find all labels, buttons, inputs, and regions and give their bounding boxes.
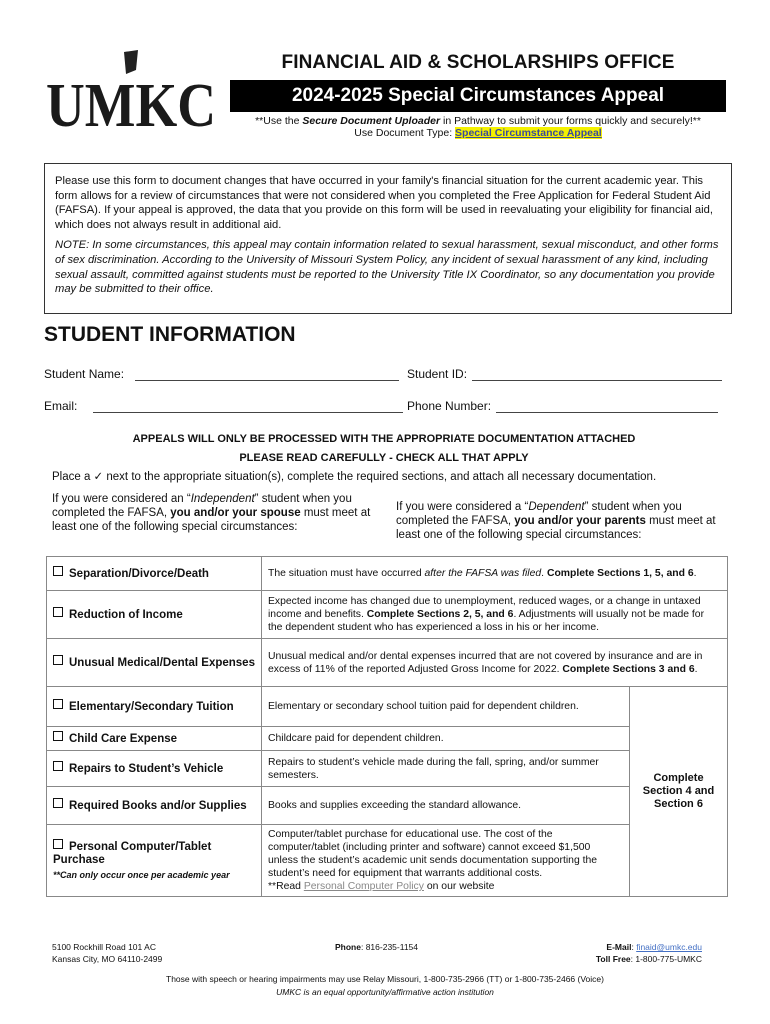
complete-sections-note: Complete Section 4 and Section 6 <box>630 687 728 897</box>
footer-address: 5100 Rockhill Road 101 AC Kansas City, MO 64110-2499 <box>52 942 163 964</box>
umkc-logo <box>46 48 218 140</box>
situation-description: The situation must have occurred after the FAFSA was filed. Complete Sections 1, 5, and 6. <box>262 557 728 591</box>
situation-label: Required Books and/or Supplies <box>47 787 262 825</box>
situation-description: Books and supplies exceeding the standard allowance. <box>262 787 630 825</box>
independent-instructions: If you were considered an “Independent” student when you completed the FAFSA, you and/or your spouse must meet at least one of the following special circumstances: <box>52 493 371 533</box>
checkbox[interactable] <box>53 798 63 808</box>
situation-label: Repairs to Student’s Vehicle <box>47 751 262 787</box>
footer-contact: E-Mail: finaid@umkc.edu Toll Free: 1-800-775-UMKC <box>595 942 702 964</box>
upload-instructions: **Use the Secure Document Uploader in Pathway to submit your forms quickly and securely!** Use Document Type: Special Circumstance Appeal <box>255 115 701 139</box>
checkbox[interactable] <box>53 655 63 665</box>
situation-label: Reduction of Income <box>47 591 262 639</box>
table-row <box>47 825 728 897</box>
email-link[interactable]: finaid@umkc.edu <box>636 942 702 952</box>
student-id-input[interactable] <box>472 368 722 381</box>
checkbox[interactable] <box>53 839 63 849</box>
student-id-field[interactable]: Student ID: <box>407 367 722 381</box>
email-input[interactable] <box>93 400 403 413</box>
footer-phone: Phone: 816-235-1154 <box>335 942 419 952</box>
table-row <box>47 787 728 825</box>
table-row <box>47 591 728 639</box>
table-row <box>47 687 728 727</box>
situation-description: Repairs to student’s vehicle made during the fall, spring, and/or summer semesters. <box>262 751 630 787</box>
checkbox[interactable] <box>53 761 63 771</box>
situation-label: Personal Computer/Tablet Purchase **Can only occur once per academic year <box>47 825 262 897</box>
situation-description: Unusual medical and/or dental expenses incurred that are not covered by insurance and are in excess of 11% of the reported Adjusted Gross Income for 2022. Complete Sections 3 and 6. <box>262 639 728 687</box>
table-row <box>47 557 728 591</box>
student-info-heading: STUDENT INFORMATION <box>44 323 296 346</box>
appeal-title: 2024-2025 Special Circumstances Appeal <box>230 80 726 112</box>
check-all-notice: PLEASE READ CAREFULLY - CHECK ALL THAT APPLY <box>239 452 529 464</box>
once-per-year-note: **Can only occur once per academic year <box>53 870 230 880</box>
student-name-input[interactable] <box>135 368 399 381</box>
office-title: FINANCIAL AID & SCHOLARSHIPS OFFICE <box>281 52 675 73</box>
dependent-instructions: If you were considered a “Dependent” student when you completed the FAFSA, you and/or your parents must meet at least one of the following special circumstances: <box>396 501 716 541</box>
checkbox[interactable] <box>53 566 63 576</box>
checkbox[interactable] <box>53 731 63 741</box>
check-instructions: Place a ✓ next to the appropriate situation(s), complete the required sections, and attach all necessary documentation. <box>52 471 657 483</box>
checkbox[interactable] <box>53 699 63 709</box>
situation-label: Elementary/Secondary Tuition <box>47 687 262 727</box>
relay-notice: Those with speech or hearing impairments may use Relay Missouri, 1-800-735-2966 (TT) or 1-800-735-2466 (Voice) <box>166 974 604 984</box>
intro-box <box>44 163 732 314</box>
document-type-link[interactable]: Special Circumstance Appeal <box>455 127 602 139</box>
phone-field[interactable]: Phone Number: <box>407 399 718 413</box>
situation-label: Separation/Divorce/Death <box>47 557 262 591</box>
situation-label: Unusual Medical/Dental Expenses <box>47 639 262 687</box>
table-row <box>47 727 728 751</box>
phone-input[interactable] <box>496 400 718 413</box>
situation-description: Expected income has changed due to unemployment, reduced wages, or a change in untaxed income and benefits. Complete Sections 2, 5, and 6. Adjustments will usually not be made for the dependent student who has experienced a loss in his or her income. <box>262 591 728 639</box>
table-row <box>47 639 728 687</box>
eeo-statement: UMKC is an equal opportunity/affirmative action institution <box>276 987 494 997</box>
computer-policy-link[interactable]: Personal Computer Policy <box>303 881 424 892</box>
student-name-field[interactable]: Student Name: <box>44 367 399 381</box>
umkc-logo-mark <box>46 48 218 140</box>
situation-label: Child Care Expense <box>47 727 262 751</box>
intro-paragraph: Please use this form to document changes that have occurred in your family's financial situation for the current academic year. This form allows for a review of circumstances that were not considered when you completed the Free Application for Federal Student Aid (FAFSA). If your appeal is approved, the data that you provide on this form will be used in reevaluating your eligibility for financial aid, which does not always result in additional aid. <box>55 175 713 231</box>
situations-table <box>46 556 728 897</box>
documentation-notice: APPEALS WILL ONLY BE PROCESSED WITH THE APPROPRIATE DOCUMENTATION ATTACHED <box>132 433 636 445</box>
table-row <box>47 751 728 787</box>
svg-text:UMKC: UMKC <box>46 72 216 140</box>
situation-description: Childcare paid for dependent children. <box>262 727 630 751</box>
checkbox[interactable] <box>53 607 63 617</box>
email-field[interactable]: Email: <box>44 399 403 413</box>
situation-description: Computer/tablet purchase for educational use. The cost of the computer/tablet (including printer and software) cannot exceed $1,500 unless the student’s academic unit sends documentation supporting the student’s need for equipment that warrants additional costs. **Read Personal Computer Policy on our website <box>262 825 630 897</box>
situation-description: Elementary or secondary school tuition paid for dependent children. <box>262 687 630 727</box>
title-ix-note: NOTE: In some circumstances, this appeal may contain information related to sexual harassment, sexual misconduct, and other forms of sex discrimination. According to the University of Missouri System Policy, any incident of sexual harassment of any kind, including sexual assault, committed against students must be reported to the University Title IX Coordinator, so any documentation you provide may be submitted to their office. <box>55 239 719 296</box>
